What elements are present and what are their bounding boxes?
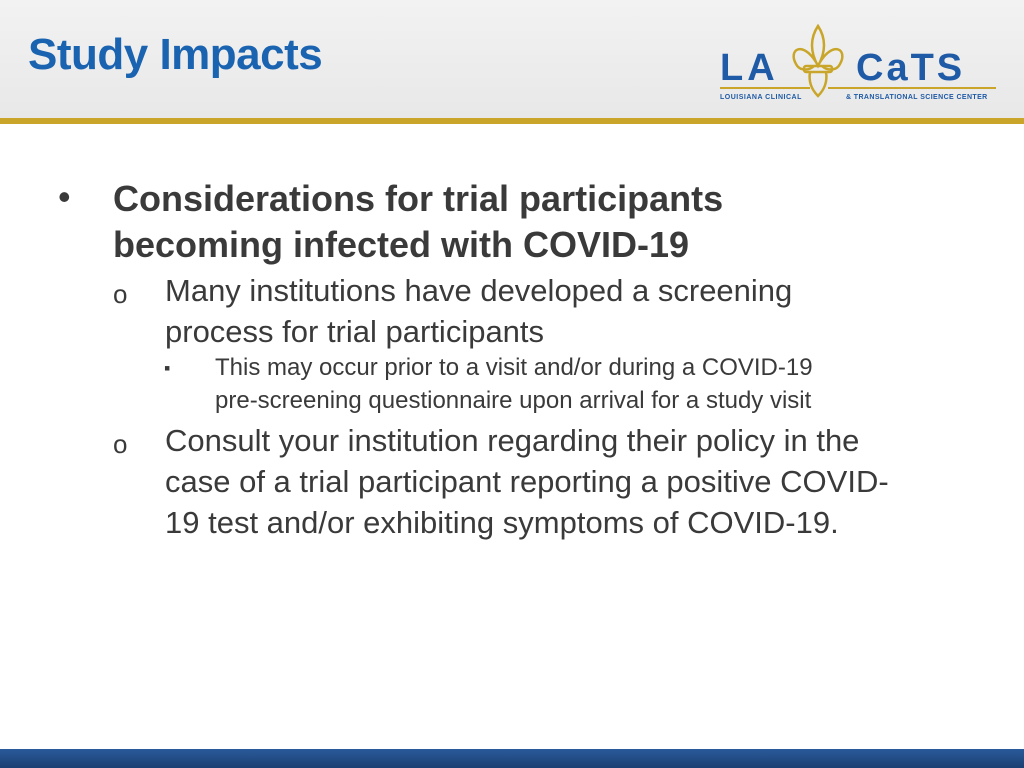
- subbullet-text-line1: Consult your institution regarding their policy in the: [165, 423, 860, 458]
- logo-right-text: CaTS: [856, 47, 966, 89]
- subsubbullet-text-line2: pre-screening questionnaire upon arrival for a study visit: [215, 387, 812, 414]
- bullet-marker: •: [58, 176, 71, 217]
- subbullet-text-line3: 19 test and/or exhibiting symptoms of COVID-19.: [165, 505, 839, 540]
- logo-left-text: LA: [720, 47, 779, 89]
- slide-title: Study Impacts: [28, 30, 323, 79]
- subbullet-text-line1: Many institutions have developed a screening: [165, 273, 793, 308]
- subbullet-text-line2: process for trial participants: [165, 314, 545, 349]
- logo-subtitle-right: & TRANSLATIONAL SCIENCE CENTER: [846, 94, 988, 101]
- footer-bar: [0, 749, 1024, 768]
- subsubbullet-text-line1: This may occur prior to a visit and/or during a COVID-19: [215, 354, 813, 381]
- logo-subtitle-left: LOUISIANA CLINICAL: [720, 94, 802, 101]
- subbullet-marker: o: [113, 279, 128, 309]
- bullet-text-line2: becoming infected with COVID-19: [113, 224, 690, 265]
- bullet-text-line1: Considerations for trial participants: [113, 178, 724, 219]
- subsubbullet-marker: ▪: [164, 358, 171, 378]
- subbullet-text-line2: case of a trial participant reporting a positive COVID-: [165, 464, 889, 499]
- subbullet-marker: o: [113, 429, 128, 459]
